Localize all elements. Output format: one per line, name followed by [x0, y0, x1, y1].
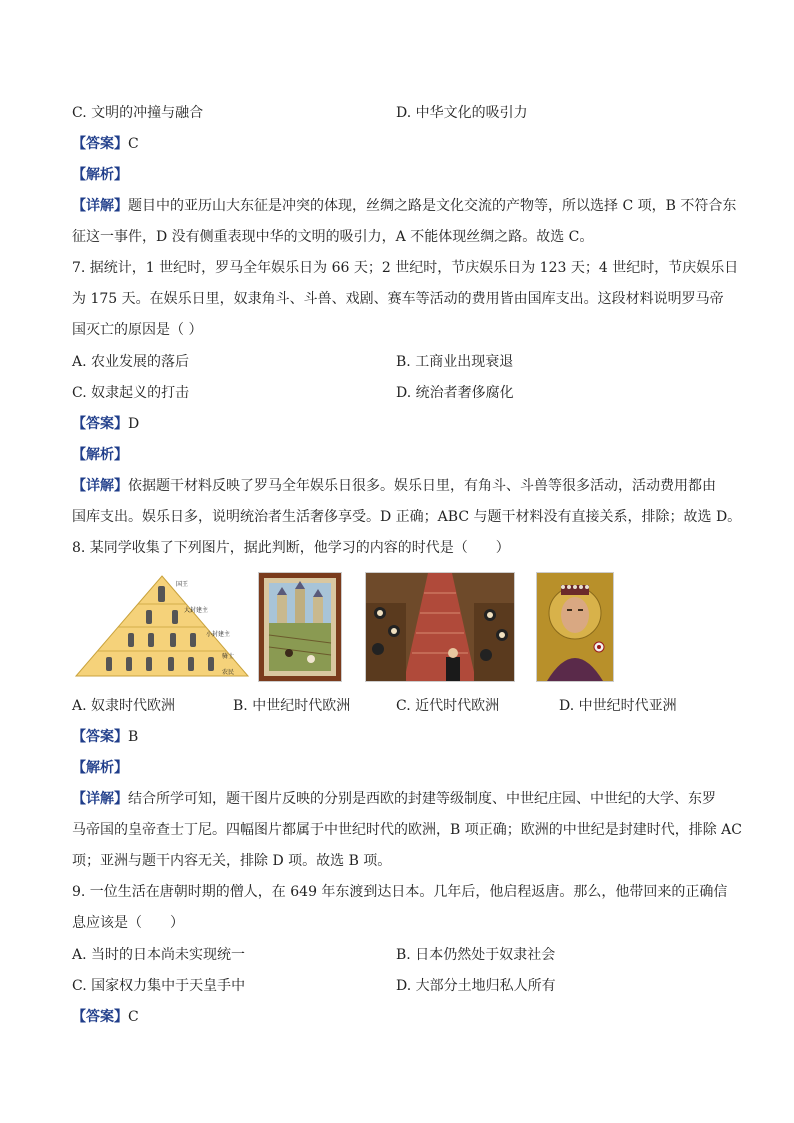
detail-tag: 【详解】 [72, 198, 128, 214]
detail-tag: 【详解】 [72, 791, 128, 807]
detail-text: 结合所学可知，题干图片反映的分别是西欧的封建等级制度、中世纪庄园、中世纪的大学、东罗 [128, 791, 716, 807]
q8-detail-line2: 马帝国的皇帝查士丁尼。四幅图片都属于中世纪时代的欧洲，B 项正确；欧洲的中世纪是封建时代，排除 AC [72, 822, 743, 838]
q9-stem-line2: 息应该是（ ） [72, 915, 184, 931]
lecture-hall-icon [366, 573, 514, 681]
answer-value: C [128, 136, 139, 152]
q8-option-d: D. 中世纪时代亚洲 [559, 698, 677, 714]
pyramid-label: 大封建主 [184, 607, 209, 614]
emperor-portrait-icon [537, 573, 613, 681]
medieval-university-figure [365, 572, 515, 682]
q8-stem: 8. 某同学收集了下列图片，据此判断，他学习的内容的时代是（ ） [72, 540, 510, 556]
detail-tag: 【详解】 [72, 478, 128, 494]
q6-analysis-tag: 【解析】 [72, 167, 128, 183]
pyramid-label: 骑士 [222, 653, 235, 660]
q9-option-a: A. 当时的日本尚未实现统一 [72, 947, 246, 963]
q7-option-a: A. 农业发展的落后 [72, 354, 190, 370]
q8-analysis-tag: 【解析】 [72, 760, 128, 776]
answer-tag: 【答案】 [72, 136, 128, 152]
q7-analysis-tag: 【解析】 [72, 447, 128, 463]
detail-text: 依据题干材料反映了罗马全年娱乐日很多。娱乐日里，有角斗、斗兽等很多活动，活动费用都由 [128, 478, 716, 494]
q8-option-a: A. 奴隶时代欧洲 [72, 698, 176, 714]
pyramid-icon [72, 572, 252, 680]
q8-answer [72, 727, 138, 747]
q7-option-c: C. 奴隶起义的打击 [72, 385, 190, 401]
q6-option-d: D. 中华文化的吸引力 [396, 105, 528, 121]
q7-option-b: B. 工商业出现衰退 [396, 354, 514, 370]
q8-detail-line1 [72, 789, 716, 809]
answer-tag: 【答案】 [72, 416, 128, 432]
q6-detail-line1 [72, 196, 736, 216]
feudal-pyramid-figure [72, 572, 252, 680]
q7-stem-line2: 为 175 天。在娱乐日里，奴隶角斗、斗兽、戏剧、赛车等活动的费用皆由国库支出。这段材料说明罗马帝 [72, 291, 724, 307]
q7-option-d: D. 统治者奢侈腐化 [396, 385, 514, 401]
q6-detail-line2: 征这一事件，D 没有侧重表现中华的文明的吸引力，A 不能体现丝绸之路。故选 C。 [72, 229, 594, 245]
justinian-mosaic-figure [536, 572, 614, 682]
q8-option-c: C. 近代时代欧洲 [396, 698, 500, 714]
answer-value: B [128, 729, 139, 745]
q7-stem-line1: 7. 据统计，1 世纪时，罗马全年娱乐日为 66 天；2 世纪时，节庆娱乐日为 123 天；4 世纪时，节庆娱乐日 [72, 260, 739, 276]
q9-option-c: C. 国家权力集中于天皇手中 [72, 978, 246, 994]
q7-stem-line3: 国灭亡的原因是（ ） [72, 322, 203, 338]
pyramid-label: 国王 [176, 581, 189, 588]
answer-tag: 【答案】 [72, 729, 128, 745]
pyramid-label: 小封建主 [206, 631, 231, 638]
q8-option-b: B. 中世纪时代欧洲 [233, 698, 351, 714]
q9-stem-line1: 9. 一位生活在唐朝时期的僧人，在 649 年东渡到达日本。几年后，他启程返唐。那么，他带回来的正确信 [72, 884, 728, 900]
q9-option-b: B. 日本仍然处于奴隶社会 [396, 947, 556, 963]
q6-answer [72, 134, 139, 154]
q9-option-d: D. 大部分土地归私人所有 [396, 978, 556, 994]
detail-text: 题目中的亚历山大东征是冲突的体现，丝绸之路是文化交流的产物等，所以选择 C 项，B 不符合东 [128, 198, 737, 214]
q6-option-c: C. 文明的冲撞与融合 [72, 105, 204, 121]
castle-icon [259, 573, 341, 681]
answer-value: C [128, 1009, 139, 1025]
q7-answer [72, 414, 139, 434]
q8-detail-line3: 项；亚洲与题干内容无关，排除 D 项。故选 B 项。 [72, 853, 392, 869]
q9-answer [72, 1007, 139, 1027]
answer-value: D [128, 416, 140, 432]
medieval-manor-figure [258, 572, 342, 682]
q7-detail-line1 [72, 476, 716, 496]
pyramid-label: 农民 [222, 669, 235, 676]
q7-detail-line2: 国库支出。娱乐日多，说明统治者生活奢侈享受。D 正确；ABC 与题干材料没有直接关系，排除；故选 D。 [72, 509, 742, 525]
answer-tag: 【答案】 [72, 1009, 128, 1025]
